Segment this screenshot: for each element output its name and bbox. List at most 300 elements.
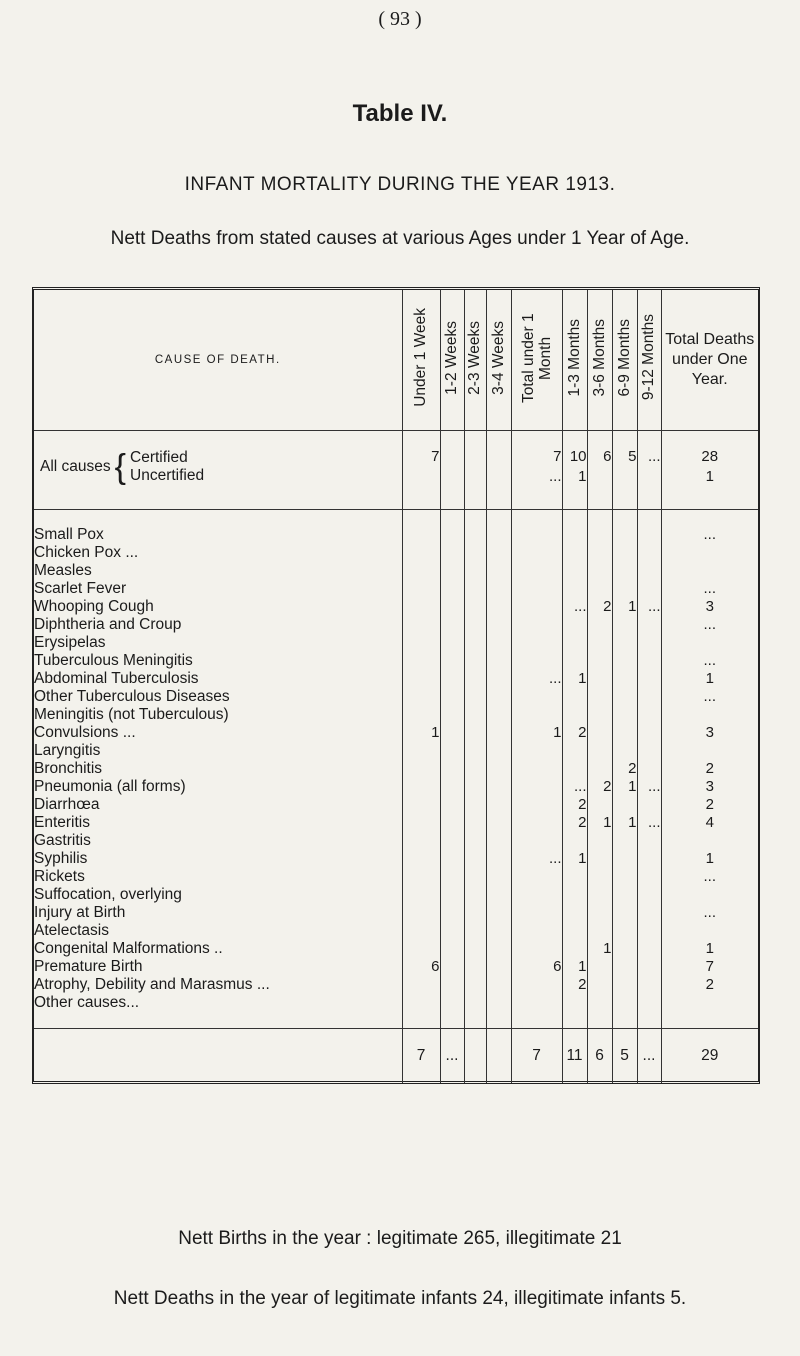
cause-label: Pneumonia (all forms)	[34, 778, 186, 795]
cell-1-3-months	[562, 994, 587, 1012]
cell-9-12-months	[637, 922, 661, 940]
cell-1-2-weeks	[440, 814, 464, 832]
column-header-2-3-weeks: 2-3 Weeks	[464, 290, 486, 431]
table-row	[34, 940, 758, 958]
cell-1-2-weeks	[440, 868, 464, 886]
cell-6-9-months	[612, 850, 637, 868]
cell-3-4-weeks	[486, 958, 511, 976]
table-row	[34, 832, 758, 850]
cause-label: Measles	[34, 562, 92, 579]
cell-3-4-weeks	[486, 850, 511, 868]
uncertified-total-under-1-month: ...	[511, 467, 562, 487]
cause-label: Scarlet Fever	[34, 580, 127, 597]
cell-total-under-1-month	[511, 562, 562, 580]
certified-under-1-week: 7	[402, 447, 440, 467]
column-header-9-12-months: 9-12 Months	[637, 290, 661, 431]
cell-under-1-week	[402, 850, 440, 868]
cell-total: ...	[661, 688, 758, 706]
cell-6-9-months	[612, 940, 637, 958]
cell-2-3-weeks	[464, 562, 486, 580]
table-row	[34, 994, 758, 1012]
cell-total-under-1-month	[511, 940, 562, 958]
cell-3-4-weeks	[486, 976, 511, 994]
cell-1-3-months	[562, 742, 587, 760]
table-row	[34, 544, 758, 562]
column-header-under-1-week: Under 1 Week	[402, 290, 440, 431]
cell-3-6-months: 2	[587, 598, 612, 616]
uncertified-6-9-months	[612, 467, 637, 487]
cell-3-6-months	[587, 706, 612, 724]
cell-under-1-week	[402, 562, 440, 580]
cell-total	[661, 544, 758, 562]
cell-total-under-1-month: ...	[511, 670, 562, 688]
total-1-2-weeks: ...	[440, 1029, 464, 1084]
cell-under-1-week	[402, 778, 440, 796]
cell-3-4-weeks	[486, 598, 511, 616]
table-row	[34, 724, 758, 742]
cell-1-3-months	[562, 562, 587, 580]
cell-total-under-1-month	[511, 652, 562, 670]
table-row	[34, 760, 758, 778]
cell-1-3-months	[562, 688, 587, 706]
cell-3-4-weeks	[486, 580, 511, 598]
certified-3-4-weeks	[486, 447, 511, 467]
table-row	[34, 526, 758, 544]
cell-under-1-week	[402, 706, 440, 724]
cell-6-9-months	[612, 616, 637, 634]
cell-3-4-weeks	[486, 616, 511, 634]
cell-9-12-months	[637, 994, 661, 1012]
cell-total-under-1-month: 1	[511, 724, 562, 742]
cell-total-under-1-month	[511, 994, 562, 1012]
cell-9-12-months	[637, 760, 661, 778]
cell-2-3-weeks	[464, 796, 486, 814]
cell-6-9-months	[612, 670, 637, 688]
table-row	[34, 778, 758, 796]
cell-3-6-months: 1	[587, 940, 612, 958]
cell-3-4-weeks	[486, 670, 511, 688]
table-row	[34, 580, 758, 598]
cause-label: Enteritis	[34, 814, 90, 831]
cell-total-under-1-month	[511, 832, 562, 850]
totals-row	[34, 1029, 758, 1084]
cell-under-1-week	[402, 904, 440, 922]
cell-1-2-weeks	[440, 796, 464, 814]
certified-3-6-months: 6	[587, 447, 612, 467]
cell-2-3-weeks	[464, 922, 486, 940]
cause-label: Syphilis	[34, 850, 88, 867]
cell-3-6-months	[587, 868, 612, 886]
cell-3-6-months	[587, 562, 612, 580]
cell-3-4-weeks	[486, 778, 511, 796]
cell-total: 2	[661, 976, 758, 994]
cell-2-3-weeks	[464, 994, 486, 1012]
cell-total-under-1-month: ...	[511, 850, 562, 868]
cell-3-4-weeks	[486, 922, 511, 940]
cause-label: Laryngitis	[34, 742, 101, 759]
cause-label: Diarrhœa	[34, 796, 100, 813]
cell-9-12-months	[637, 742, 661, 760]
cell-total-under-1-month	[511, 634, 562, 652]
cell-3-6-months	[587, 526, 612, 544]
cell-3-6-months	[587, 976, 612, 994]
cell-2-3-weeks	[464, 742, 486, 760]
cell-total-under-1-month	[511, 904, 562, 922]
cell-1-3-months	[562, 832, 587, 850]
cell-3-4-weeks	[486, 832, 511, 850]
brace-symbol: {	[114, 448, 127, 486]
cell-1-2-weeks	[440, 886, 464, 904]
cell-2-3-weeks	[464, 580, 486, 598]
cell-6-9-months	[612, 922, 637, 940]
cell-9-12-months	[637, 958, 661, 976]
cell-3-4-weeks	[486, 544, 511, 562]
cell-2-3-weeks	[464, 778, 486, 796]
cell-2-3-weeks	[464, 598, 486, 616]
total-under-one-year: 29	[661, 1029, 758, 1084]
cell-1-3-months	[562, 760, 587, 778]
cell-3-4-weeks	[486, 796, 511, 814]
cell-3-4-weeks	[486, 994, 511, 1012]
cause-label: Whooping Cough	[34, 598, 154, 615]
column-header-1-3-months: 1-3 Months	[562, 290, 587, 431]
cell-6-9-months	[612, 652, 637, 670]
cell-6-9-months	[612, 634, 637, 652]
cell-1-3-months: 1	[562, 670, 587, 688]
cell-under-1-week	[402, 526, 440, 544]
cell-6-9-months	[612, 832, 637, 850]
cell-3-6-months	[587, 688, 612, 706]
cell-3-6-months	[587, 760, 612, 778]
cell-1-2-weeks	[440, 670, 464, 688]
cell-total: 3	[661, 598, 758, 616]
certified-total-under-1-month: 7	[511, 447, 562, 467]
cell-2-3-weeks	[464, 706, 486, 724]
cell-under-1-week	[402, 544, 440, 562]
cell-3-4-weeks	[486, 742, 511, 760]
uncertified-under-1-week	[402, 467, 440, 487]
cell-3-6-months	[587, 994, 612, 1012]
cell-9-12-months	[637, 688, 661, 706]
cell-total-under-1-month	[511, 706, 562, 724]
table-row	[34, 958, 758, 976]
cell-total	[661, 832, 758, 850]
cell-3-6-months	[587, 904, 612, 922]
cell-3-4-weeks	[486, 652, 511, 670]
cause-label: Gastritis	[34, 832, 91, 849]
cell-under-1-week	[402, 886, 440, 904]
cell-6-9-months	[612, 688, 637, 706]
table-heading: Table IV.	[352, 100, 448, 127]
table-row	[34, 616, 758, 634]
cell-under-1-week	[402, 652, 440, 670]
total-1-3-months: 11	[562, 1029, 587, 1084]
column-header-6-9-months: 6-9 Months	[612, 290, 637, 431]
cell-9-12-months	[637, 616, 661, 634]
cell-6-9-months	[612, 706, 637, 724]
cell-3-4-weeks	[486, 562, 511, 580]
cell-total-under-1-month	[511, 742, 562, 760]
cell-3-4-weeks	[486, 526, 511, 544]
cell-total: ...	[661, 580, 758, 598]
cell-9-12-months	[637, 796, 661, 814]
cell-2-3-weeks	[464, 886, 486, 904]
cell-1-3-months: 1	[562, 850, 587, 868]
cell-9-12-months	[637, 526, 661, 544]
cell-under-1-week	[402, 814, 440, 832]
uncertified-total: 1	[661, 467, 758, 487]
cell-total	[661, 994, 758, 1012]
cell-total	[661, 634, 758, 652]
cell-total-under-1-month	[511, 760, 562, 778]
table-row	[34, 706, 758, 724]
cell-under-1-week	[402, 616, 440, 634]
certified-6-9-months: 5	[612, 447, 637, 467]
cell-total: ...	[661, 904, 758, 922]
cause-label: Abdominal Tuberculosis	[34, 670, 199, 687]
table-subtitle: INFANT MORTALITY DURING THE YEAR 1913.	[184, 174, 616, 195]
cell-1-2-weeks	[440, 958, 464, 976]
cell-total-under-1-month	[511, 778, 562, 796]
cell-under-1-week: 6	[402, 958, 440, 976]
page-number: ( 93 )	[378, 8, 422, 30]
cell-2-3-weeks	[464, 940, 486, 958]
cell-3-6-months	[587, 670, 612, 688]
cell-1-2-weeks	[440, 616, 464, 634]
total-under-1-month: 7	[511, 1029, 562, 1084]
uncertified-3-4-weeks	[486, 467, 511, 487]
cell-1-3-months	[562, 544, 587, 562]
total-under-1-week: 7	[402, 1029, 440, 1084]
cell-9-12-months	[637, 832, 661, 850]
cell-9-12-months	[637, 580, 661, 598]
cell-9-12-months: ...	[637, 598, 661, 616]
cell-9-12-months	[637, 940, 661, 958]
cell-3-6-months: 2	[587, 778, 612, 796]
cause-label: Congenital Malformations ..	[34, 940, 223, 957]
cell-6-9-months: 1	[612, 778, 637, 796]
uncertified-1-2-weeks	[440, 467, 464, 487]
cell-total: 3	[661, 778, 758, 796]
certified-2-3-weeks	[464, 447, 486, 467]
cell-total: 2	[661, 760, 758, 778]
cell-3-6-months	[587, 850, 612, 868]
cell-2-3-weeks	[464, 904, 486, 922]
cause-label: Convulsions ...	[34, 724, 136, 741]
cell-1-2-weeks	[440, 652, 464, 670]
cell-under-1-week	[402, 688, 440, 706]
cell-3-4-weeks	[486, 688, 511, 706]
cell-3-6-months	[587, 922, 612, 940]
cell-2-3-weeks	[464, 688, 486, 706]
cell-6-9-months	[612, 994, 637, 1012]
cell-1-2-weeks	[440, 922, 464, 940]
cell-9-12-months	[637, 562, 661, 580]
cell-under-1-week	[402, 598, 440, 616]
cell-3-6-months: 1	[587, 814, 612, 832]
column-header-1-2-weeks: 1-2 Weeks	[440, 290, 464, 431]
cause-label: Bronchitis	[34, 760, 103, 777]
cause-label: Tuberculous Meningitis	[34, 652, 193, 669]
certified-total: 28	[661, 447, 758, 467]
column-header-cause: CAUSE OF DEATH.	[34, 290, 402, 431]
all-causes-row	[34, 447, 758, 467]
cell-3-6-months	[587, 742, 612, 760]
cell-6-9-months	[612, 742, 637, 760]
cell-1-3-months	[562, 526, 587, 544]
cell-under-1-week	[402, 994, 440, 1012]
cell-6-9-months	[612, 562, 637, 580]
cell-1-2-weeks	[440, 634, 464, 652]
cell-3-6-months	[587, 634, 612, 652]
cell-total-under-1-month	[511, 976, 562, 994]
cell-1-2-weeks	[440, 580, 464, 598]
cell-6-9-months: 1	[612, 814, 637, 832]
cell-3-6-months	[587, 652, 612, 670]
cell-3-4-weeks	[486, 814, 511, 832]
cell-9-12-months	[637, 886, 661, 904]
cell-total-under-1-month	[511, 580, 562, 598]
cell-total-under-1-month	[511, 886, 562, 904]
cell-under-1-week	[402, 760, 440, 778]
cell-total: 3	[661, 724, 758, 742]
cell-1-2-weeks	[440, 544, 464, 562]
cell-total: 7	[661, 958, 758, 976]
cell-6-9-months	[612, 796, 637, 814]
column-header-total-under-1-month: Total under 1 Month	[511, 290, 562, 431]
cell-total: ...	[661, 526, 758, 544]
cell-total	[661, 886, 758, 904]
cause-label: Small Pox	[34, 526, 104, 543]
cause-label: Premature Birth	[34, 958, 143, 975]
cell-9-12-months	[637, 544, 661, 562]
cell-3-6-months	[587, 724, 612, 742]
cell-9-12-months	[637, 652, 661, 670]
cell-under-1-week	[402, 634, 440, 652]
cell-3-6-months	[587, 616, 612, 634]
cell-1-3-months	[562, 904, 587, 922]
cell-3-6-months	[587, 544, 612, 562]
cell-9-12-months	[637, 904, 661, 922]
cell-3-4-weeks	[486, 868, 511, 886]
cell-6-9-months	[612, 580, 637, 598]
cell-1-2-weeks	[440, 706, 464, 724]
cell-total-under-1-month	[511, 796, 562, 814]
cell-6-9-months	[612, 886, 637, 904]
table-row	[34, 670, 758, 688]
cell-9-12-months	[637, 724, 661, 742]
total-6-9-months: 5	[612, 1029, 637, 1084]
table-row	[34, 796, 758, 814]
cell-6-9-months	[612, 976, 637, 994]
cause-label: Other causes...	[34, 994, 140, 1011]
uncertified-3-6-months	[587, 467, 612, 487]
cell-1-3-months	[562, 706, 587, 724]
cell-total	[661, 742, 758, 760]
cell-6-9-months	[612, 544, 637, 562]
cause-label: Atrophy, Debility and Marasmus ...	[34, 976, 270, 993]
cause-label: Rickets	[34, 868, 85, 885]
cell-under-1-week	[402, 670, 440, 688]
table-row	[34, 868, 758, 886]
cell-2-3-weeks	[464, 850, 486, 868]
cell-2-3-weeks	[464, 814, 486, 832]
cell-total-under-1-month: 6	[511, 958, 562, 976]
certified-9-12-months: ...	[637, 447, 661, 467]
cell-6-9-months: 2	[612, 760, 637, 778]
cell-1-2-weeks	[440, 778, 464, 796]
cell-1-2-weeks	[440, 994, 464, 1012]
cell-3-4-weeks	[486, 940, 511, 958]
cell-6-9-months	[612, 904, 637, 922]
total-2-3-weeks	[464, 1029, 486, 1084]
cell-3-6-months	[587, 796, 612, 814]
cell-9-12-months	[637, 868, 661, 886]
cell-total-under-1-month	[511, 616, 562, 634]
uncertified-9-12-months	[637, 467, 661, 487]
cell-9-12-months	[637, 670, 661, 688]
cell-1-2-weeks	[440, 724, 464, 742]
cell-total-under-1-month	[511, 544, 562, 562]
cell-1-2-weeks	[440, 562, 464, 580]
cell-1-3-months: ...	[562, 598, 587, 616]
cell-under-1-week	[402, 868, 440, 886]
cell-total: ...	[661, 868, 758, 886]
uncertified-1-3-months: 1	[562, 467, 587, 487]
cell-3-6-months	[587, 886, 612, 904]
cell-total: 2	[661, 796, 758, 814]
cell-3-6-months	[587, 580, 612, 598]
cell-1-3-months	[562, 940, 587, 958]
cell-3-4-weeks	[486, 706, 511, 724]
cell-3-4-weeks	[486, 760, 511, 778]
cell-1-3-months: ...	[562, 778, 587, 796]
cell-1-2-weeks	[440, 832, 464, 850]
cell-3-6-months	[587, 958, 612, 976]
footnote-deaths: Nett Deaths in the year of legitimate infants 24, illegitimate infants 5.	[113, 1288, 687, 1309]
cell-1-2-weeks	[440, 850, 464, 868]
certified-1-3-months: 10	[562, 447, 587, 467]
cell-6-9-months	[612, 526, 637, 544]
footnote-births: Nett Births in the year : legitimate 265, illegitimate 21	[178, 1228, 622, 1249]
cell-under-1-week	[402, 580, 440, 598]
cell-under-1-week: 1	[402, 724, 440, 742]
cell-total	[661, 562, 758, 580]
cell-1-3-months	[562, 868, 587, 886]
table-description: Nett Deaths from stated causes at various Ages under 1 Year of Age.	[110, 228, 690, 249]
cell-9-12-months	[637, 634, 661, 652]
cell-total-under-1-month	[511, 526, 562, 544]
cause-label: Chicken Pox ...	[34, 544, 139, 561]
cell-1-3-months: 2	[562, 724, 587, 742]
cause-label: Suffocation, overlying	[34, 886, 182, 903]
cell-total-under-1-month	[511, 688, 562, 706]
cell-2-3-weeks	[464, 958, 486, 976]
cell-total	[661, 706, 758, 724]
certified-label: Certified	[130, 449, 188, 466]
cell-2-3-weeks	[464, 832, 486, 850]
cell-under-1-week	[402, 796, 440, 814]
cell-2-3-weeks	[464, 868, 486, 886]
cell-9-12-months	[637, 976, 661, 994]
cell-1-2-weeks	[440, 976, 464, 994]
cell-6-9-months	[612, 868, 637, 886]
cause-label: Meningitis (not Tuberculous)	[34, 706, 229, 723]
cell-2-3-weeks	[464, 616, 486, 634]
cell-under-1-week	[402, 940, 440, 958]
cell-total: ...	[661, 616, 758, 634]
cell-3-4-weeks	[486, 634, 511, 652]
